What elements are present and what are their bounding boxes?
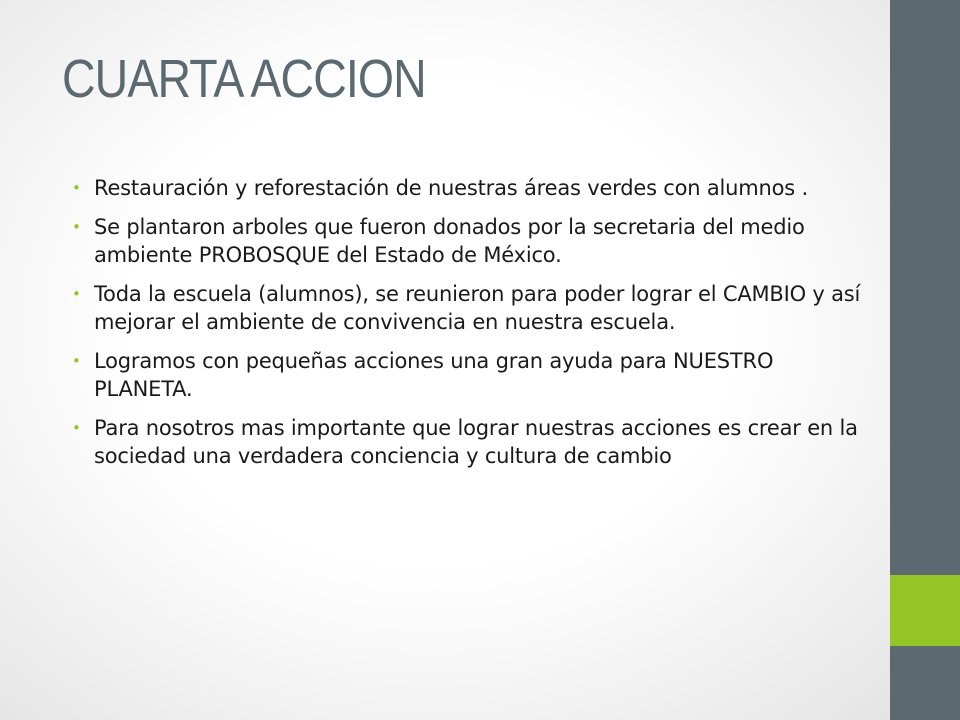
- bullet-icon: •: [72, 179, 81, 197]
- bullet-text: Logramos con pequeñas acciones una gran ayuda para NUESTRO PLANETA.: [94, 349, 774, 401]
- bullet-text: Para nosotros mas importante que lograr nuestras acciones es crear en la sociedad una verdadera conciencia y cultura de cambio: [94, 416, 858, 468]
- bullet-list: [72, 174, 862, 481]
- bullet-item: [72, 213, 862, 269]
- bullet-item: [72, 414, 862, 470]
- bullet-item: [72, 174, 862, 202]
- bullet-item: [72, 280, 862, 336]
- bullet-text: Se plantaron arboles que fueron donados por la secretaria del medio ambiente PROBOSQUE del Estado de México.: [94, 215, 805, 267]
- bullet-text: Toda la escuela (alumnos), se reunieron para poder lograr el CAMBIO y así mejorar el ambiente de convivencia en nuestra escuela.: [94, 282, 861, 334]
- bullet-icon: •: [72, 218, 81, 236]
- bullet-text: Restauración y reforestación de nuestras áreas verdes con alumnos .: [94, 176, 809, 200]
- slide-title: CUARTA ACCION: [62, 49, 426, 109]
- bullet-item: [72, 347, 862, 403]
- sidebar-accent-block: [890, 575, 960, 646]
- bullet-icon: •: [72, 419, 81, 437]
- bullet-icon: •: [72, 352, 81, 370]
- bullet-icon: •: [72, 285, 81, 303]
